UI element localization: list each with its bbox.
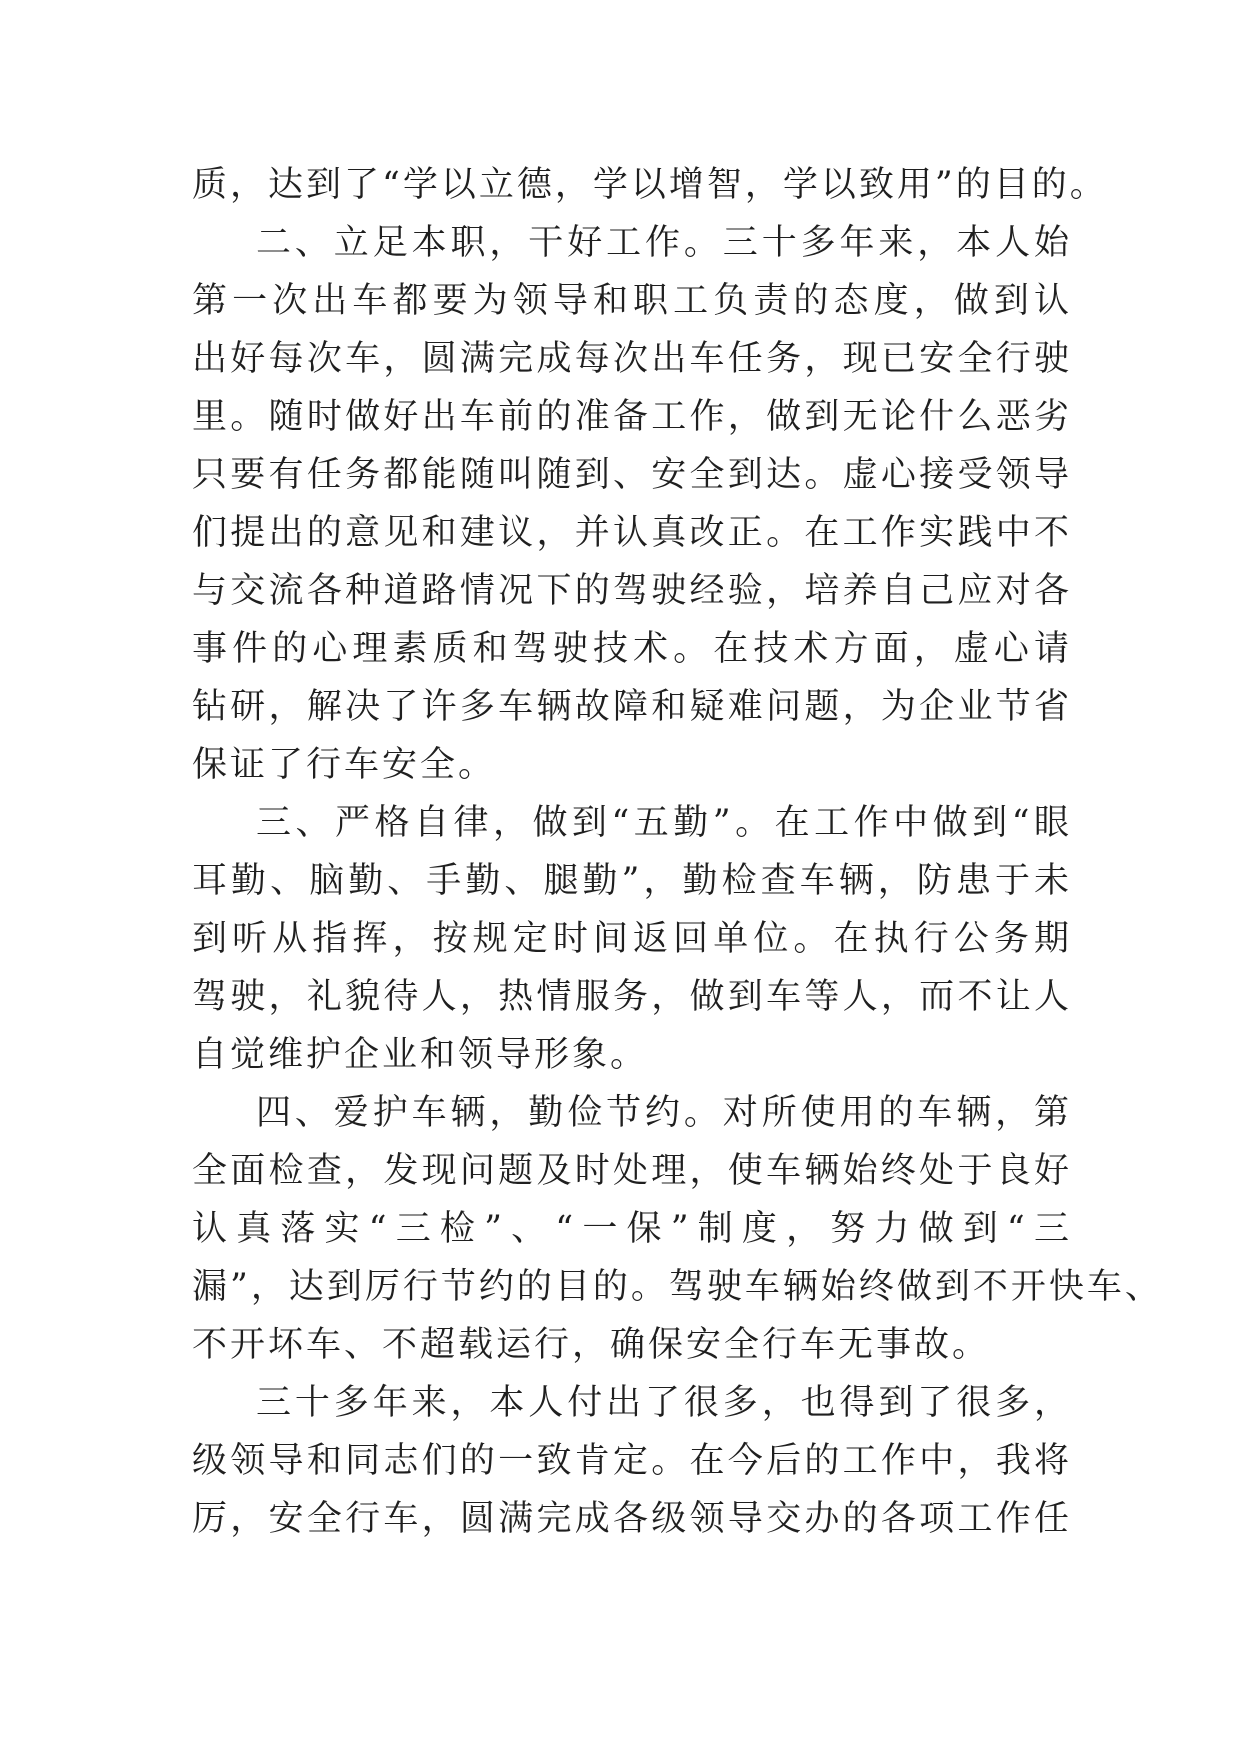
document-body [192,156,1163,1548]
text-line: 第一次出车都要为领导和职工负责的态度，做到认 [192,281,1072,321]
text-line: 级领导和同志们的一致肯定。在今后的工作中，我将 [192,1441,1072,1481]
text-line: 二、立足本职，干好工作。三十多年来，本人始 [256,223,1072,263]
text-line: 钻研，解决了许多车辆故障和疑难问题，为企业节省 [192,687,1072,727]
text-line: 认真落实“三检”、“一保”制度，努力做到“三 [192,1209,1072,1249]
text-line: 自觉维护企业和领导形象。 [192,1035,649,1075]
text-line: 们提出的意见和建议，并认真改正。在工作实践中不 [192,513,1072,553]
text-line: 事件的心理素质和驾驶技术。在技术方面，虚心请 [192,629,1072,669]
text-line: 保证了行车安全。 [192,745,497,785]
text-line: 与交流各种道路情况下的驾驶经验，培养自己应对各 [192,571,1072,611]
text-line: 漏”，达到厉行节约的目的。驾驶车辆始终做到不开快车、 [192,1267,1163,1307]
text-line: 全面检查，发现问题及时处理，使车辆始终处于良好 [192,1151,1072,1191]
text-line: 三十多年来，本人付出了很多，也得到了很多， [256,1383,1072,1423]
text-line: 四、爱护车辆，勤俭节约。对所使用的车辆，第 [256,1093,1072,1133]
text-line: 里。随时做好出车前的准备工作，做到无论什么恶劣 [192,397,1072,437]
text-line: 驾驶，礼貌待人，热情服务，做到车等人，而不让人 [192,977,1072,1017]
text-line: 质，达到了“学以立德，学以增智，学以致用”的目的。 [192,165,1108,205]
text-line: 到听从指挥，按规定时间返回单位。在执行公务期 [192,919,1072,959]
text-line: 出好每次车，圆满完成每次出车任务，现已安全行驶 [192,339,1072,379]
text-line: 厉，安全行车，圆满完成各级领导交办的各项工作任 [192,1499,1072,1539]
text-line: 三、严格自律，做到“五勤”。在工作中做到“眼 [256,803,1072,843]
text-line: 不开坏车、不超载运行，确保安全行车无事故。 [192,1325,991,1365]
text-line: 耳勤、脑勤、手勤、腿勤”，勤检查车辆，防患于未 [192,861,1072,901]
text-line: 只要有任务都能随叫随到、安全到达。虚心接受领导 [192,455,1072,495]
